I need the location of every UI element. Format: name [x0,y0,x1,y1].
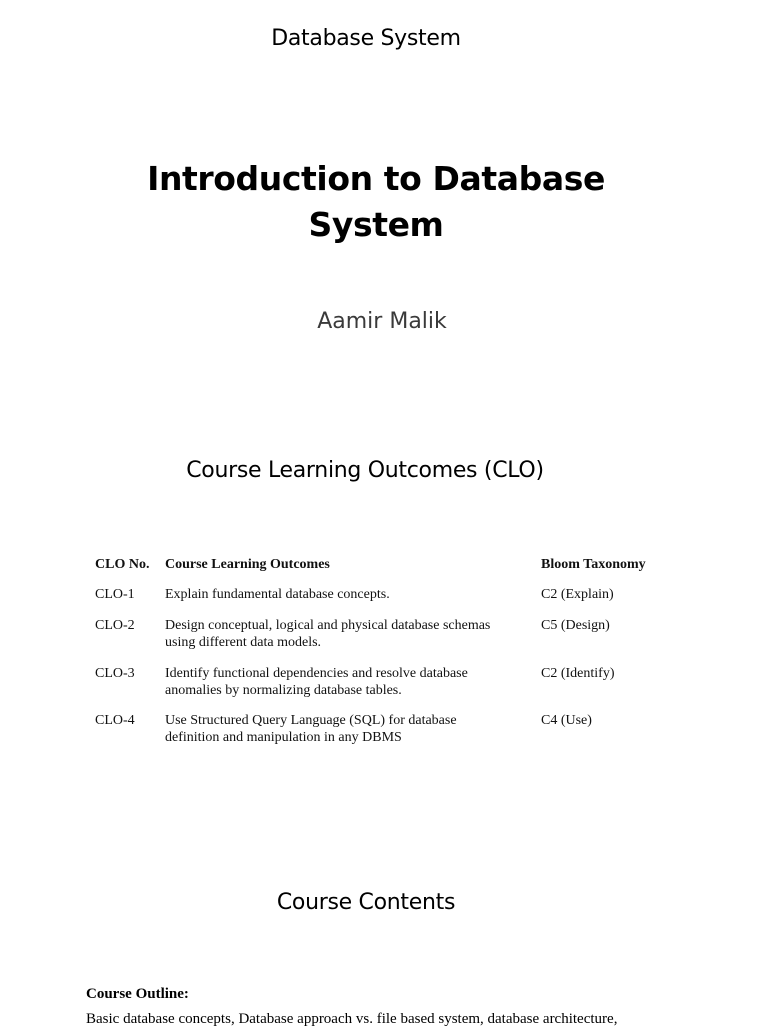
author-name: Aamir Malik [317,309,447,334]
clo-number: CLO-1 [95,587,135,602]
course-contents-heading: Course Contents [276,890,456,915]
course-outline-label: Course Outline: [86,986,189,1002]
clo-bloom-level: C5 (Design) [541,618,610,633]
clo-number: CLO-2 [95,618,135,633]
clo-outcome-line: Identify functional dependencies and resolve database [165,666,468,681]
column-header-bloom: Bloom Taxonomy [541,557,646,572]
clo-bloom-level: C4 (Use) [541,713,592,728]
clo-number: CLO-4 [95,713,135,728]
clo-outcome-line: anomalies by normalizing database tables. [165,683,402,698]
clo-outcome-line: Design conceptual, logical and physical database schemas [165,618,491,633]
table-row [95,586,681,617]
table-row [95,712,681,752]
clo-table [95,556,681,752]
clo-number: CLO-3 [95,666,135,681]
clo-outcome-line: Use Structured Query Language (SQL) for database [165,713,457,728]
course-outline-text: Basic database concepts, Database approach vs. file based system, database architecture, [86,1011,618,1027]
slide-title-line-2: System [308,205,444,244]
clo-section-heading: Course Learning Outcomes (CLO) [186,458,544,483]
clo-outcome-line: Explain fundamental database concepts. [165,587,390,602]
clo-bloom-level: C2 (Identify) [541,666,615,681]
table-row [95,665,681,712]
clo-outcome [165,617,541,665]
column-header-clo-no: CLO No. [95,557,150,572]
clo-outcome-line: using different data models. [165,635,322,650]
clo-outcome [165,712,541,752]
clo-table-header-row [95,556,681,586]
page-header-title: Database System [271,26,461,51]
clo-outcome [165,586,541,617]
slide-title-line-1: Introduction to Database [147,159,605,198]
clo-outcome [165,665,541,712]
clo-bloom-level: C2 (Explain) [541,587,614,602]
clo-outcome-line: definition and manipulation in any DBMS [165,730,402,745]
column-header-outcomes: Course Learning Outcomes [165,557,330,572]
table-row [95,617,681,665]
slide-title [0,156,752,248]
